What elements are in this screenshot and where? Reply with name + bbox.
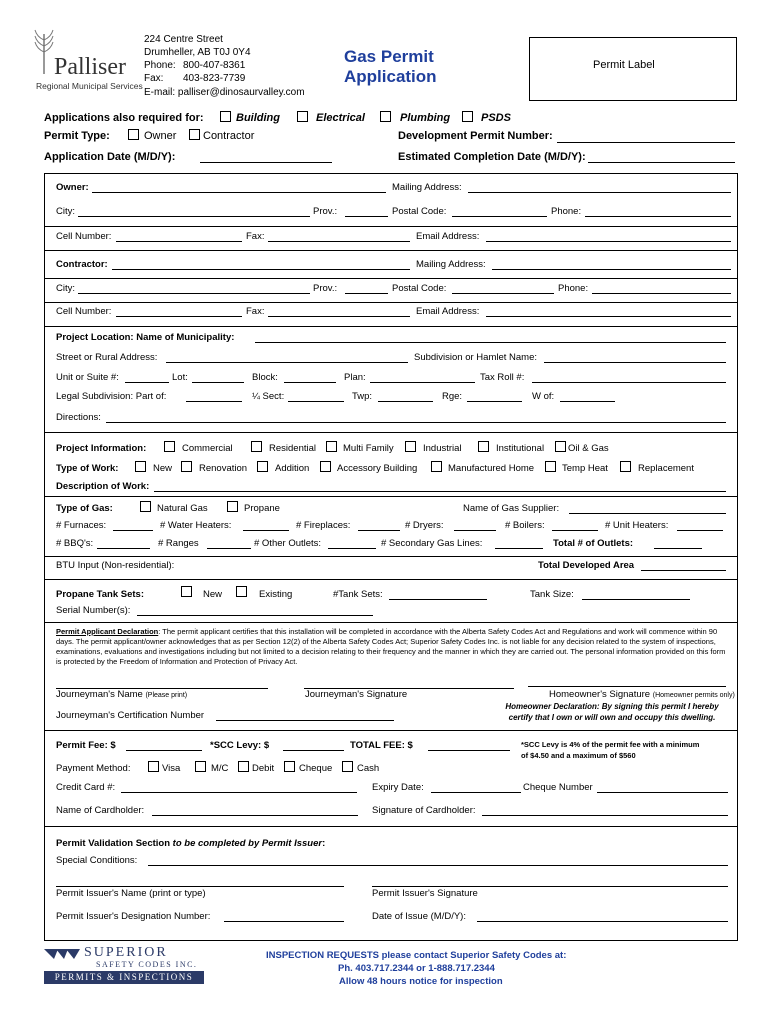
contractor-postal-label: Postal Code: (392, 283, 447, 294)
contractor-phone-label: Phone: (558, 283, 589, 294)
validation-heading: Permit Validation Section to be completed by Permit Issuer: (56, 838, 326, 849)
tank-sets-label: #Tank Sets: (333, 589, 383, 600)
btu-label: BTU Input (Non-residential): (56, 560, 175, 571)
location-heading: Project Location: Name of Municipality: (56, 332, 235, 343)
street-label: Street or Rural Address: (56, 352, 158, 363)
plan-label: Plan: (344, 372, 366, 383)
contractor-city-field[interactable] (78, 293, 310, 294)
total-outlets-field[interactable] (654, 548, 702, 549)
new-work-label: New (153, 463, 173, 474)
subdivision-label: Subdivision or Hamlet Name: (414, 352, 538, 363)
wheat-icon (32, 28, 56, 74)
cardholder-sig-field[interactable] (482, 815, 728, 816)
cardholder-sig-label: Signature of Cardholder: (372, 805, 476, 816)
owner-mailing-label: Mailing Address: (392, 182, 462, 193)
credit-card-label: Credit Card #: (56, 782, 116, 793)
owner-divider (44, 226, 738, 227)
oil-gas-checkbox[interactable] (555, 441, 566, 452)
address-line-2: Drumheller, AB T0J 0Y4 (144, 47, 251, 58)
multi-family-checkbox[interactable] (326, 441, 337, 452)
debit-label: Debit (252, 763, 275, 774)
contractor-fax-label: Fax: (246, 306, 265, 317)
contractor-phone-field[interactable] (592, 293, 731, 294)
residential-label: Residential (269, 443, 316, 454)
homeowner-sig-field[interactable] (528, 686, 726, 687)
visa-label: Visa (162, 763, 181, 774)
manufactured-checkbox[interactable] (431, 461, 442, 472)
replacement-checkbox[interactable] (620, 461, 631, 472)
mc-label: M/C (211, 763, 229, 774)
lot-label: Lot: (172, 372, 188, 383)
plan-field[interactable] (370, 382, 475, 383)
contractor-mailing-field[interactable] (492, 269, 731, 270)
commercial-label: Commercial (182, 443, 233, 454)
propane-existing-checkbox[interactable] (236, 586, 247, 597)
date-issue-label: Date of Issue (M/D/Y): (372, 911, 466, 922)
visa-checkbox[interactable] (148, 761, 159, 772)
water-heaters-field[interactable] (243, 530, 289, 531)
journeyman-name-label (56, 689, 187, 700)
other-outlets-label: # Other Outlets: (254, 538, 322, 549)
scc-levy-label: *SCC Levy: $ (210, 740, 270, 751)
credit-card-field[interactable] (121, 792, 357, 793)
phone-value: 800-407-8361 (183, 60, 246, 71)
cash-checkbox[interactable] (342, 761, 353, 772)
superior-logo-sub: SAFETY CODES INC. (96, 960, 198, 969)
applications-required-label: Applications also required for: (44, 112, 204, 124)
gas-divider (44, 556, 738, 557)
building-checkbox[interactable] (220, 111, 231, 122)
owner-prov-field[interactable] (345, 216, 388, 217)
new-work-checkbox[interactable] (135, 461, 146, 472)
block-field[interactable] (284, 382, 336, 383)
contractor-field[interactable] (112, 269, 410, 270)
tax-field[interactable] (532, 382, 726, 383)
ranges-label: # Ranges (158, 538, 199, 549)
renovation-checkbox[interactable] (181, 461, 192, 472)
owner-city-label: City: (56, 206, 75, 217)
rge-label: Rge: (442, 391, 463, 402)
other-outlets-field[interactable] (328, 548, 376, 549)
location-section-divider (44, 432, 738, 433)
institutional-label: Institutional (496, 443, 545, 454)
issuer-sig-label: Permit Issuer's Signature (372, 888, 478, 899)
manufactured-label: Manufactured Home (448, 463, 535, 474)
legal-label: Legal Subdivision: Part of: (56, 391, 167, 402)
homeowner-sig-text: Homeowner's Signature (549, 689, 651, 700)
gas-section-divider (44, 579, 738, 580)
special-conditions-label: Special Conditions: (56, 855, 138, 866)
contractor-email-field[interactable] (486, 316, 731, 317)
homeowner-only-note: (Homeowner permits only) (652, 692, 735, 699)
contractor-city-label: City: (56, 283, 75, 294)
mc-checkbox[interactable] (195, 761, 206, 772)
contractor-email-label: Email Address: (416, 306, 480, 317)
fireplaces-label: # Fireplaces: (296, 520, 351, 531)
wof-label: W of: (532, 391, 555, 402)
secondary-lines-label: # Secondary Gas Lines: (381, 538, 483, 549)
institutional-checkbox[interactable] (478, 441, 489, 452)
cardholder-field[interactable] (152, 815, 358, 816)
form-title-line2: Application (344, 67, 437, 86)
twp-label: Twp: (352, 391, 373, 402)
project-info-label: Project Information: (56, 443, 147, 454)
homeowner-sig-label (549, 689, 735, 700)
declaration-body: : The permit applicant certifies that this installation will be completed in accordance with the Alberta Safety Codes Act and Regulations and work will commence within 90 days. The permit applicant/owner acknowledges that as per Section 12(2) of the Alberta Safety Codes Act; Superior Safety Codes Inc. is not liable for any decision related to the system of inspections, examinations, evaluations and investigations including but not limited to a decision relating to their frequency and the manner in which they are carried out. The personal information provided on this form is protected by the Freedom of Information and Protection of Privacy Act. (56, 627, 726, 666)
designation-field[interactable] (224, 921, 344, 922)
directions-field[interactable] (106, 422, 726, 423)
designation-label: Permit Issuer's Designation Number: (56, 911, 211, 922)
inspection-line-3: Allow 48 hours notice for inspection (339, 976, 503, 987)
municipality-field[interactable] (255, 342, 726, 343)
form-title-line1: Gas Permit (344, 47, 434, 66)
issuer-name-label: Permit Issuer's Name (print or type) (56, 888, 206, 899)
declaration-title: Permit Applicant Declaration (56, 627, 159, 636)
natural-gas-checkbox[interactable] (140, 501, 151, 512)
street-field[interactable] (166, 362, 408, 363)
oil-gas-label: Oil & Gas (568, 443, 609, 454)
expiry-label: Expiry Date: (372, 782, 424, 793)
superior-logo-band: PERMITS & INSPECTIONS (44, 971, 204, 984)
unit-label: Unit or Suite #: (56, 372, 119, 383)
owner-city-field[interactable] (78, 216, 310, 217)
dryers-label: # Dryers: (405, 520, 444, 531)
sect-field[interactable] (288, 401, 344, 402)
unit-heaters-label: # Unit Heaters: (605, 520, 669, 531)
supplier-field[interactable] (569, 513, 726, 514)
unit-field[interactable] (125, 382, 169, 383)
cheque-number-field[interactable] (597, 792, 728, 793)
type-of-work-label: Type of Work: (56, 463, 119, 474)
inspection-line-1: INSPECTION REQUESTS please contact Superior Safety Codes at: (266, 950, 567, 961)
owner-cell-label: Cell Number: (56, 231, 112, 242)
furnaces-field[interactable] (113, 530, 153, 531)
water-heaters-label: # Water Heaters: (160, 520, 232, 531)
permit-fee-label: Permit Fee: $ (56, 740, 116, 751)
contractor-label: Contractor: (56, 259, 108, 270)
addition-checkbox[interactable] (257, 461, 268, 472)
dev-permit-field[interactable] (557, 142, 735, 143)
multi-family-label: Multi Family (343, 443, 394, 454)
permit-label-text: Permit Label (593, 59, 655, 71)
replacement-label: Replacement (638, 463, 694, 474)
rge-field[interactable] (467, 401, 522, 402)
permit-fee-field[interactable] (126, 750, 202, 751)
directions-label: Directions: (56, 412, 101, 423)
debit-checkbox[interactable] (238, 761, 249, 772)
inspection-line-2: Ph. 403.717.2344 or 1-888.717.2344 (338, 963, 495, 974)
superior-logo (44, 945, 204, 985)
org-name: Palliser (54, 54, 126, 80)
dev-permit-label: Development Permit Number: (398, 130, 553, 142)
propane-section-divider (44, 622, 738, 623)
owner-email-field[interactable] (486, 241, 731, 242)
contractor-divider-2 (44, 302, 738, 303)
expiry-field[interactable] (431, 792, 521, 793)
commercial-checkbox[interactable] (164, 441, 175, 452)
homeowner-declaration: Homeowner Declaration: By signing this permit I hereby certify that I own or will own and occupy this dwelling. (505, 702, 719, 722)
ranges-field[interactable] (207, 548, 251, 549)
org-subtitle: Regional Municipal Services (36, 81, 143, 91)
accessory-checkbox[interactable] (320, 461, 331, 472)
declaration-section-divider (44, 730, 738, 731)
validation-heading-bold: Permit Validation Section (56, 838, 171, 849)
industrial-label: Industrial (423, 443, 462, 454)
issuer-sig-field[interactable] (372, 886, 728, 887)
total-fee-field[interactable] (428, 750, 510, 751)
description-label: Description of Work: (56, 481, 150, 492)
contractor-checkbox[interactable] (189, 129, 200, 140)
secondary-lines-field[interactable] (495, 548, 543, 549)
tank-size-field[interactable] (582, 599, 690, 600)
payment-label: Payment Method: (56, 763, 131, 774)
date-issue-field[interactable] (477, 921, 728, 922)
owner-label: Owner: (56, 182, 89, 193)
superior-logo-main: SUPERIOR (84, 945, 168, 960)
description-field[interactable] (154, 491, 726, 492)
contractor-fax-field[interactable] (268, 316, 410, 317)
propane-label: Propane (244, 503, 280, 514)
owner-cell-field[interactable] (116, 241, 242, 242)
fax-label: Fax: (144, 73, 164, 84)
tank-size-label: Tank Size: (530, 589, 574, 600)
fireplaces-field[interactable] (358, 530, 400, 531)
app-date-label: Application Date (M/D/Y): (44, 151, 176, 163)
project-info-section-divider (44, 496, 738, 497)
cash-label: Cash (357, 763, 380, 774)
plumbing-checkbox[interactable] (380, 111, 391, 122)
contractor-mailing-label: Mailing Address: (416, 259, 486, 270)
email-value: E-mail: palliser@dinosaurvalley.com (144, 87, 305, 98)
propane-new-checkbox[interactable] (181, 586, 192, 597)
est-completion-field[interactable] (588, 162, 735, 163)
serial-label: Serial Number(s): (56, 605, 131, 616)
temp-heat-checkbox[interactable] (545, 461, 556, 472)
owner-fax-field[interactable] (268, 241, 410, 242)
propane-checkbox[interactable] (227, 501, 238, 512)
cert-number-label: Journeyman's Certification Number (56, 710, 205, 721)
owner-prov-label: Prov.: (313, 206, 338, 217)
supplier-label: Name of Gas Supplier: (463, 503, 560, 514)
owner-fax-label: Fax: (246, 231, 265, 242)
total-outlets-label: Total # of Outlets: (553, 538, 634, 549)
superior-swoosh-icon (44, 947, 80, 961)
palliser-logo (32, 28, 144, 96)
contractor-type-label: Contractor (203, 130, 255, 142)
address-line-1: 224 Centre Street (144, 34, 223, 45)
cheque-checkbox[interactable] (284, 761, 295, 772)
owner-email-label: Email Address: (416, 231, 480, 242)
issuer-name-field[interactable] (56, 886, 344, 887)
electrical-label: Electrical (316, 112, 365, 124)
fax-value: 403-823-7739 (183, 73, 246, 84)
dryers-field[interactable] (454, 530, 496, 531)
legal-field[interactable] (186, 401, 242, 402)
phone-label: Phone: (144, 60, 176, 71)
industrial-checkbox[interactable] (405, 441, 416, 452)
scc-note: *SCC Levy is 4% of the permit fee with a minimum of $4.50 and a maximum of $560 (521, 740, 700, 760)
contractor-postal-field[interactable] (452, 293, 554, 294)
bbqs-field[interactable] (97, 548, 150, 549)
boilers-field[interactable] (552, 530, 598, 531)
unit-heaters-field[interactable] (677, 530, 723, 531)
type-of-gas-label: Type of Gas: (56, 503, 113, 514)
accessory-label: Accessory Building (337, 463, 418, 474)
propane-tank-label: Propane Tank Sets: (56, 589, 144, 600)
owner-phone-label: Phone: (551, 206, 582, 217)
sect-label: ¼ Sect: (252, 391, 285, 402)
journeyman-name-text: Journeyman's Name (56, 689, 143, 700)
permit-type-label: Permit Type: (44, 130, 110, 142)
natural-gas-label: Natural Gas (157, 503, 208, 514)
furnaces-label: # Furnaces: (56, 520, 107, 531)
cert-number-field[interactable] (216, 720, 394, 721)
owner-phone-field[interactable] (585, 216, 731, 217)
twp-field[interactable] (378, 401, 433, 402)
total-fee-label: TOTAL FEE: $ (350, 740, 413, 751)
electrical-checkbox[interactable] (297, 111, 308, 122)
cardholder-label: Name of Cardholder: (56, 805, 145, 816)
plumbing-label: Plumbing (400, 112, 451, 124)
contractor-cell-label: Cell Number: (56, 306, 112, 317)
contractor-prov-field[interactable] (345, 293, 388, 294)
renovation-label: Renovation (199, 463, 248, 474)
owner-postal-label: Postal Code: (392, 206, 447, 217)
psds-label: PSDS (481, 112, 511, 124)
block-label: Block: (252, 372, 278, 383)
building-label: Building (236, 112, 280, 124)
contractor-divider-1 (44, 278, 738, 279)
contractor-section-divider (44, 326, 738, 327)
propane-existing-label: Existing (259, 589, 293, 600)
propane-new-label: New (203, 589, 223, 600)
residential-checkbox[interactable] (251, 441, 262, 452)
owner-type-label: Owner (144, 130, 177, 142)
est-completion-label: Estimated Completion Date (M/D/Y): (398, 151, 586, 163)
contractor-prov-label: Prov.: (313, 283, 338, 294)
owner-checkbox[interactable] (128, 129, 139, 140)
scc-levy-field[interactable] (283, 750, 344, 751)
temp-heat-label: Temp Heat (562, 463, 608, 474)
journeyman-sig-label: Journeyman's Signature (305, 689, 408, 700)
bbqs-label: # BBQ's: (56, 538, 94, 549)
please-print-note: (Please print) (145, 692, 188, 699)
owner-mailing-field[interactable] (468, 192, 731, 193)
app-date-field[interactable] (200, 162, 332, 163)
special-conditions-field[interactable] (148, 865, 728, 866)
owner-field[interactable] (92, 192, 386, 193)
cheque-number-label: Cheque Number (523, 782, 593, 793)
fees-section-divider (44, 826, 738, 827)
cheque-label: Cheque (299, 763, 333, 774)
wof-field[interactable] (560, 401, 615, 402)
declaration-text (56, 627, 730, 667)
serial-field[interactable] (137, 615, 373, 616)
tax-label: Tax Roll #: (480, 372, 525, 383)
psds-checkbox[interactable] (462, 111, 473, 122)
contractor-cell-field[interactable] (116, 316, 242, 317)
developed-area-label: Total Developed Area (538, 560, 635, 571)
lot-field[interactable] (192, 382, 244, 383)
owner-section-divider (44, 250, 738, 251)
tank-sets-field[interactable] (389, 599, 487, 600)
owner-postal-field[interactable] (452, 216, 547, 217)
addition-label: Addition (275, 463, 310, 474)
subdivision-field[interactable] (544, 362, 726, 363)
developed-area-field[interactable] (641, 570, 726, 571)
validation-heading-italic: to be completed by Permit Issuer (172, 838, 323, 849)
boilers-label: # Boilers: (505, 520, 545, 531)
